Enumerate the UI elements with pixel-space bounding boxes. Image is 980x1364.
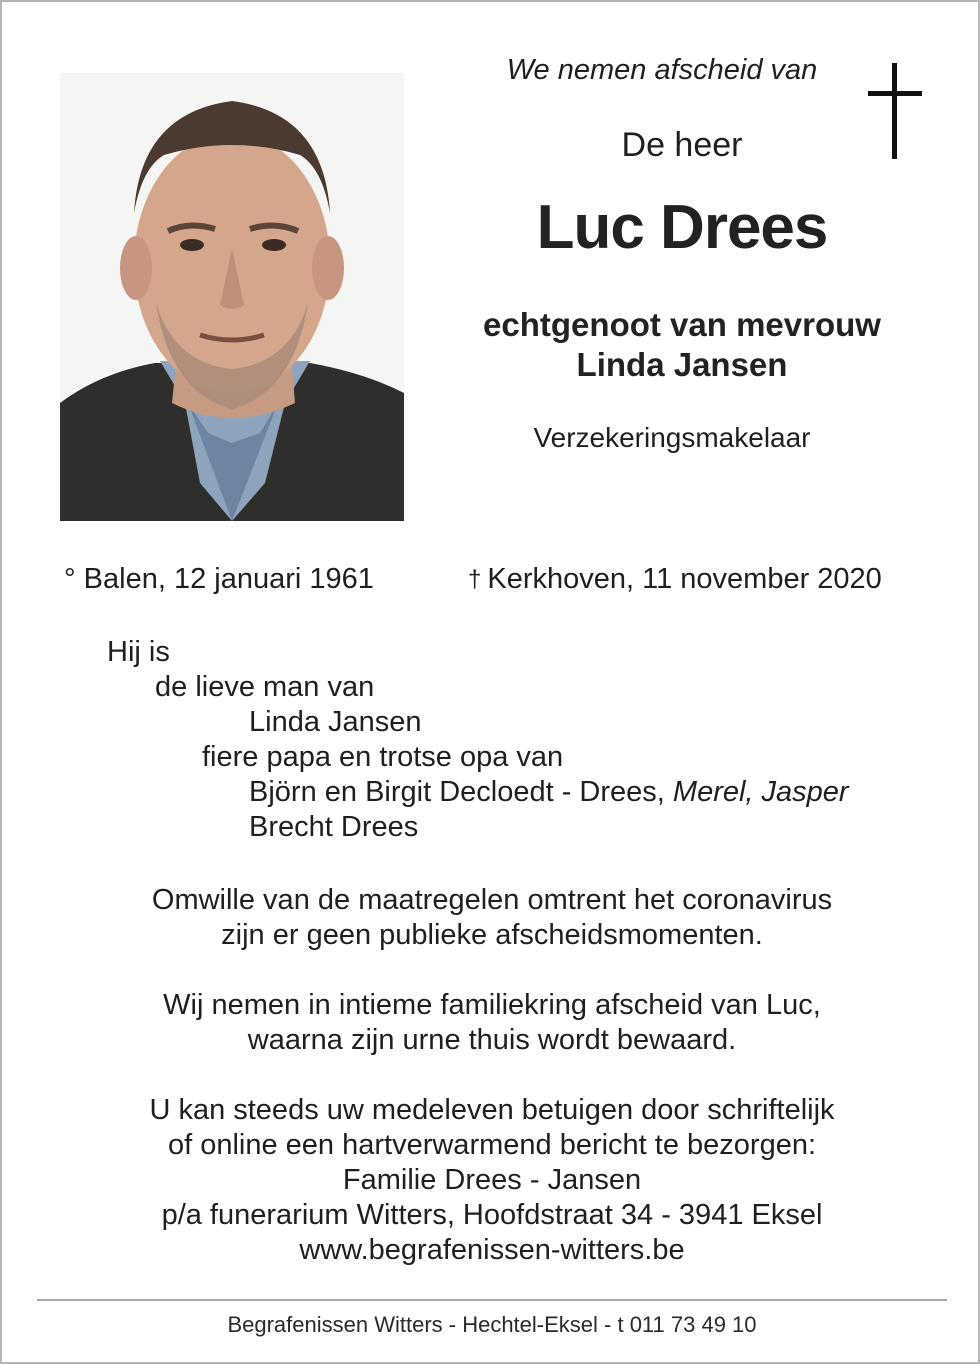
dagger-icon: † [468,566,482,593]
condolence-line-2: of online een hartverwarmend bericht te bezorgen: [167,1129,817,1161]
grandchildren-names: Merel, Jasper [672,776,849,808]
family-line-1: Hij is [107,636,170,668]
family-line-6: Brecht Drees [249,811,419,843]
spouse-info [422,305,942,385]
portrait-illustration [60,73,404,521]
family-line-2: de lieve man van [155,671,375,703]
spouse-line-2: Linda Jansen [576,346,788,383]
family-line-4: fiere papa en trotse opa van [202,741,564,773]
corona-message [2,883,980,953]
farewell-line-2: waarna zijn urne thuis wordt bewaard. [247,1024,737,1056]
farewell-message [2,988,980,1058]
spouse-line-1: echtgenoot van mevrouw [483,306,881,343]
death-text: Kerkhoven, 11 november 2020 [487,563,882,595]
corona-line-2: zijn er geen publieke afscheidsmomenten. [221,919,763,951]
condolence-line-1: U kan steeds uw medeleven betuigen door schriftelijk [149,1094,835,1126]
intro-text: We nemen afscheid van [506,54,818,86]
family-name: Familie Drees - Jansen [342,1164,642,1196]
death-info [468,563,882,596]
family-line-5 [249,775,849,810]
corona-line-1: Omwille van de maatregelen omtrent het coronavirus [151,884,833,916]
title-prefix: De heer [621,126,743,164]
deceased-name: Luc Drees [536,193,828,262]
children-names: Björn en Birgit Decloedt - Drees, [249,776,665,808]
family-line-3: Linda Jansen [249,706,422,738]
portrait-photo [60,73,404,521]
address: p/a funerarium Witters, Hoofdstraat 34 - 3941 Eksel [161,1199,823,1231]
footer-text: Begrafenissen Witters - Hechtel-Eksel - t 011 73 49 10 [227,1312,757,1337]
farewell-line-1: Wij nemen in intieme familiekring afscheid van Luc, [163,989,821,1021]
condolence-message [2,1093,980,1268]
birth-info: ° Balen, 12 januari 1961 [64,563,374,595]
footer-divider [37,1299,947,1301]
profession: Verzekeringsmakelaar [533,422,811,453]
website-link[interactable]: www.begrafenissen-witters.be [299,1234,685,1266]
